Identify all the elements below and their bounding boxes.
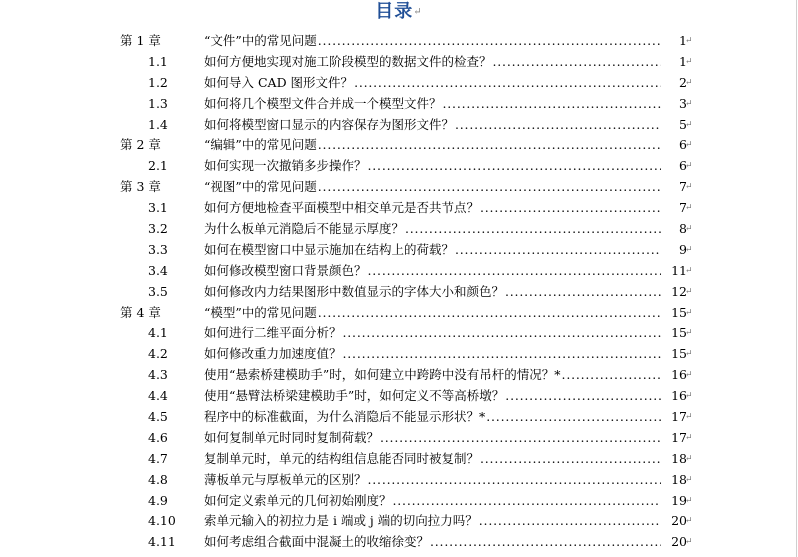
toc-entry-leader (204, 177, 684, 198)
paragraph-mark-icon: ↵ (685, 119, 693, 130)
toc-entry-page-number: 2 (661, 73, 687, 94)
toc-entry-number: 2.1 (148, 158, 168, 174)
toc-entry-title[interactable]: “视图”中的常见问题 (204, 179, 317, 195)
toc-entry-number: 1.1 (148, 53, 168, 69)
toc-entry-page-number: 8 (661, 219, 687, 240)
paragraph-mark-icon: ↵ (685, 370, 693, 381)
toc-entry-title[interactable]: 如何定义索单元的几何初始刚度？ (204, 492, 392, 508)
toc-entry-number: 3.2 (148, 221, 168, 237)
toc-entry-title[interactable]: 索单元输入的初拉力是 i 端或 j 端的切向拉力吗？ (204, 513, 478, 529)
toc-entry-title[interactable]: 如何进行二维平面分析？ (204, 325, 342, 341)
toc-section-entry[interactable] (0, 407, 798, 428)
toc-section-entry[interactable] (0, 491, 798, 512)
toc-title-text: 目录 (375, 1, 414, 22)
paragraph-mark-icon: ↵ (685, 224, 693, 235)
toc-entry-title[interactable]: 如何修改重力加速度值？ (204, 346, 342, 362)
toc-entry-leader (204, 303, 684, 324)
paragraph-mark-icon: ↵ (685, 56, 693, 67)
toc-entry-title[interactable]: 薄板单元与厚板单元的区别？ (204, 471, 367, 487)
toc-entry-leader (204, 156, 684, 177)
paragraph-mark-icon: ↵ (685, 203, 693, 214)
toc-section-entry[interactable] (0, 156, 798, 177)
toc-entry-title[interactable]: 使用“悬索桥建模助手”时，如何建立中跨跨中没有吊杆的情况？* (204, 367, 561, 383)
toc-chapter-entry[interactable] (0, 303, 798, 324)
toc-entry-leader (204, 532, 684, 553)
toc-entry-number: 4.1 (148, 325, 168, 341)
toc-entry-number: 1.2 (148, 74, 168, 90)
toc-entry-title[interactable]: 如何实现一次撤销多步操作？ (204, 158, 367, 174)
toc-section-entry[interactable] (0, 261, 798, 282)
toc-entry-leader (204, 470, 684, 491)
paragraph-mark-icon: ↵ (685, 412, 693, 423)
toc-entry-page-number: 16 (661, 386, 687, 407)
toc-entry-page-number: 6 (661, 156, 687, 177)
toc-entry-leader (204, 52, 684, 73)
paragraph-mark-icon: ↵ (413, 6, 423, 18)
toc-entry-leader (204, 511, 684, 532)
toc-entry-title[interactable]: 如何修改内力结果图形中数值显示的字体大小和颜色？ (204, 283, 505, 299)
toc-entry-title[interactable]: 复制单元时，单元的结构组信息能否同时被复制？ (204, 450, 480, 466)
toc-entry-page-number: 20 (661, 532, 687, 553)
toc-section-entry[interactable] (0, 219, 798, 240)
toc-entry-page-number: 12 (661, 282, 687, 303)
paragraph-mark-icon: ↵ (685, 432, 693, 443)
toc-entry-leader (204, 323, 684, 344)
toc-entry-page-number: 5 (661, 115, 687, 136)
toc-entry-number: 3.3 (148, 241, 168, 257)
toc-entry-title[interactable]: “文件”中的常见问题 (204, 33, 317, 48)
toc-entry-title[interactable]: 为什么板单元消隐后不能显示厚度？ (204, 221, 405, 237)
toc-section-entry[interactable] (0, 282, 798, 303)
paragraph-mark-icon: ↵ (685, 349, 693, 360)
toc-section-entry[interactable] (0, 365, 798, 386)
toc-entry-page-number: 6 (661, 135, 687, 156)
toc-entry-title[interactable]: 如何方便地检查平面模型中相交单元是否共节点？ (204, 200, 480, 216)
toc-entry-leader (204, 135, 684, 156)
toc-chapter-entry[interactable] (0, 177, 798, 198)
toc-chapter-entry[interactable] (0, 31, 798, 52)
toc-entry-title[interactable]: “编辑”中的常见问题 (204, 137, 317, 153)
toc-entry-leader (204, 94, 684, 115)
toc-entry-number: 第 4 章 (120, 304, 161, 320)
toc-section-entry[interactable] (0, 386, 798, 407)
toc-entry-page-number: 1 (661, 52, 687, 73)
table-of-contents (0, 31, 798, 553)
toc-entry-number: 3.4 (148, 262, 168, 278)
toc-entry-title[interactable]: 如何导入 CAD 图形文件？ (204, 74, 354, 90)
toc-entry-leader (204, 449, 684, 470)
toc-entry-number: 第 1 章 (120, 33, 161, 48)
toc-section-entry[interactable] (0, 470, 798, 491)
toc-entry-number: 3.1 (148, 200, 168, 216)
paragraph-mark-icon: ↵ (685, 495, 693, 506)
toc-section-entry[interactable] (0, 73, 798, 94)
toc-entry-page-number: 7 (661, 177, 687, 198)
paragraph-mark-icon: ↵ (685, 474, 693, 485)
toc-entry-page-number: 18 (661, 449, 687, 470)
toc-section-entry[interactable] (0, 428, 798, 449)
toc-entry-leader (204, 261, 684, 282)
toc-entry-number: 第 3 章 (120, 179, 161, 195)
toc-entry-page-number: 1 (661, 31, 687, 52)
paragraph-mark-icon: ↵ (685, 453, 693, 464)
toc-entry-number: 4.5 (148, 409, 168, 425)
paragraph-mark-icon: ↵ (685, 307, 693, 318)
toc-entry-page-number: 17 (661, 407, 687, 428)
toc-entry-number: 第 2 章 (120, 137, 161, 153)
toc-entry-leader (204, 198, 684, 219)
toc-entry-title[interactable]: 如何将模型窗口显示的内容保存为图形文件？ (204, 116, 455, 132)
toc-entry-page-number: 18 (661, 470, 687, 491)
toc-entry-leader (204, 386, 684, 407)
toc-entry-title[interactable]: “模型”中的常见问题 (204, 304, 317, 320)
toc-entry-number: 4.7 (148, 450, 168, 466)
paragraph-mark-icon: ↵ (685, 286, 693, 297)
toc-section-entry[interactable] (0, 94, 798, 115)
toc-entry-leader (204, 344, 684, 365)
toc-entry-number: 4.9 (148, 492, 168, 508)
toc-section-entry[interactable] (0, 344, 798, 365)
toc-section-entry[interactable] (0, 115, 798, 136)
toc-entry-leader (204, 407, 684, 428)
toc-entry-title[interactable]: 如何在模型窗口中显示施加在结构上的荷载？ (204, 241, 455, 257)
toc-entry-page-number: 9 (661, 240, 687, 261)
toc-entry-number: 4.8 (148, 471, 168, 487)
toc-entry-number: 4.10 (148, 513, 176, 529)
toc-entry-title[interactable]: 如何复制单元时同时复制荷载？ (204, 429, 380, 445)
paragraph-mark-icon: ↵ (685, 391, 693, 402)
paragraph-mark-icon: ↵ (685, 265, 693, 276)
paragraph-mark-icon: ↵ (685, 98, 693, 109)
toc-entry-page-number: 19 (661, 491, 687, 512)
toc-section-entry[interactable] (0, 511, 798, 532)
toc-section-entry[interactable] (0, 240, 798, 261)
toc-entry-title[interactable]: 如何将几个模型文件合并成一个模型文件？ (204, 95, 442, 111)
paragraph-mark-icon: ↵ (685, 244, 693, 255)
toc-entry-number: 4.3 (148, 367, 168, 383)
toc-entry-page-number: 15 (661, 344, 687, 365)
toc-entry-number: 4.6 (148, 429, 168, 445)
toc-section-entry[interactable] (0, 532, 798, 553)
paragraph-mark-icon: ↵ (685, 36, 693, 46)
toc-entry-title[interactable]: 程序中的标准截面，为什么消隐后不能显示形状？* (204, 409, 486, 425)
toc-entry-leader (204, 428, 684, 449)
toc-title (0, 0, 798, 23)
toc-section-entry[interactable] (0, 198, 798, 219)
paragraph-mark-icon: ↵ (685, 140, 693, 151)
toc-section-entry[interactable] (0, 52, 798, 73)
paragraph-mark-icon: ↵ (685, 182, 693, 193)
paragraph-mark-icon: ↵ (685, 161, 693, 172)
toc-entry-leader (204, 31, 684, 52)
toc-section-entry[interactable] (0, 449, 798, 470)
toc-entry-number: 1.4 (148, 116, 168, 132)
paragraph-mark-icon: ↵ (685, 77, 693, 88)
toc-entry-number: 4.2 (148, 346, 168, 362)
toc-entry-page-number: 7 (661, 198, 687, 219)
toc-entry-leader (204, 491, 684, 512)
toc-section-entry[interactable] (0, 323, 798, 344)
toc-entry-leader (204, 282, 684, 303)
toc-entry-leader (204, 219, 684, 240)
toc-entry-title[interactable]: 如何方便地实现对施工阶段模型的数据文件的检查？ (204, 53, 492, 69)
toc-entry-leader (204, 240, 684, 261)
paragraph-mark-icon: ↵ (685, 516, 693, 527)
paragraph-mark-icon: ↵ (685, 328, 693, 339)
toc-entry-page-number: 20 (661, 511, 687, 532)
paragraph-mark-icon: ↵ (685, 537, 693, 548)
toc-entry-page-number: 17 (661, 428, 687, 449)
toc-entry-number: 3.5 (148, 283, 168, 299)
toc-entry-page-number: 15 (661, 323, 687, 344)
toc-entry-leader (204, 73, 684, 94)
toc-entry-title[interactable]: 如何考虑组合截面中混凝土的收缩徐变？ (204, 534, 430, 550)
toc-entry-page-number: 16 (661, 365, 687, 386)
toc-entry-leader (204, 365, 684, 386)
toc-chapter-entry[interactable] (0, 135, 798, 156)
toc-entry-title[interactable]: 使用“悬臂法桥梁建模助手”时，如何定义不等高桥墩？ (204, 388, 505, 404)
toc-entry-number: 1.3 (148, 95, 168, 111)
toc-entry-title[interactable]: 如何修改模型窗口背景颜色？ (204, 262, 367, 278)
toc-entry-page-number: 3 (661, 94, 687, 115)
toc-entry-number: 4.11 (148, 534, 176, 550)
toc-entry-page-number: 11 (661, 261, 687, 282)
toc-entry-number: 4.4 (148, 388, 168, 404)
toc-entry-page-number: 15 (661, 303, 687, 324)
toc-entry-leader (204, 115, 684, 136)
